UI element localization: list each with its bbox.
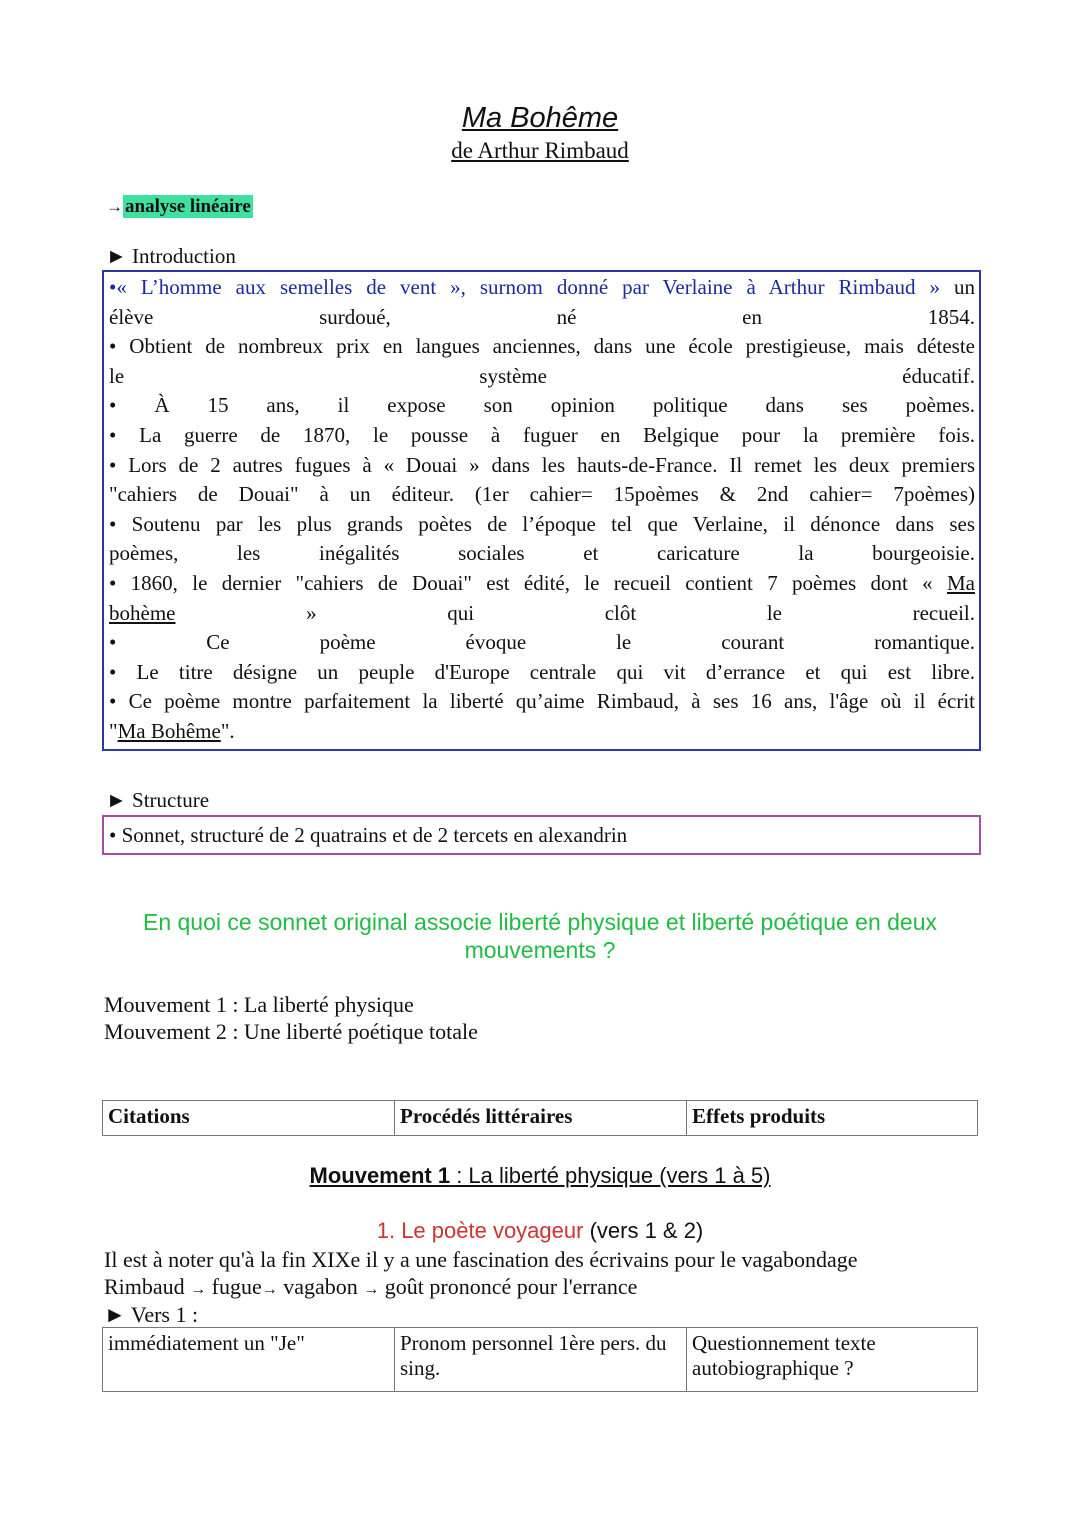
analyse-label xyxy=(106,196,253,218)
problematique-question: En quoi ce sonnet original associe liberté physique et liberté poétique en deux mouvements ? xyxy=(142,909,938,963)
document-title: Ma Bohême xyxy=(461,102,619,134)
arrow-right-icon: → xyxy=(106,197,123,216)
structure-text: • Sonnet, structuré de 2 quatrains et de 2 tercets en alexandrin xyxy=(109,823,628,847)
highlighted-label: analyse linéaire xyxy=(125,196,251,217)
row-citation: immédiatement un "Je" xyxy=(103,1328,395,1392)
structure-heading: ► Structure xyxy=(106,788,210,812)
structure-box xyxy=(102,815,981,855)
row-effet: Questionnement texte autobiographique ? xyxy=(687,1328,978,1392)
note-line-1: Il est à noter qu'à la fin XIXe il y a une fascination des écrivains pour le vagabondage xyxy=(104,1247,858,1272)
arrow-right-icon: → xyxy=(190,1281,207,1298)
analysis-table-header xyxy=(102,1100,978,1136)
intro-line: • Ce poème montre parfaitement la liberté qu’aime Rimbaud, à ses 16 ans, l'âge où il écrit xyxy=(109,689,975,714)
intro-line: •« L’homme aux semelles de vent », surnom donné par Verlaine à Arthur Rimbaud » un xyxy=(109,275,975,299)
introduction-box xyxy=(102,270,981,751)
intro-line: élève surdoué, né en 1854. xyxy=(109,304,975,329)
document-subtitle: de Arthur Rimbaud xyxy=(451,138,629,163)
intro-line: • La guerre de 1870, le pousse à fuguer en Belgique pour la première fois. xyxy=(109,422,975,447)
header-procedes: Procédés littéraires xyxy=(395,1101,687,1136)
header-citations: Citations xyxy=(103,1101,395,1136)
row-procede: Pronom personnel 1ère pers. du sing. xyxy=(395,1328,687,1392)
mouvement-1-title: Mouvement 1 : La liberté physique (vers 1 à 5) xyxy=(309,1163,771,1188)
note-line-2: Rimbaud → fugue→ vagabon → goût prononcé pour l'errance xyxy=(104,1274,638,1299)
subsection-1-title: 1. Le poète voyageur (vers 1 & 2) xyxy=(376,1218,704,1243)
intro-line: • Lors de 2 autres fugues à « Douai » dans les hauts-de-France. Il remet les deux premiers xyxy=(109,452,975,477)
intro-line: "cahiers de Douai" à un éditeur. (1er cahier= 15poèmes & 2nd cahier= 7poèmes) xyxy=(109,482,975,507)
intro-line: poèmes, les inégalités sociales et caricature la bourgeoisie. xyxy=(109,541,975,566)
mouvement-1-label: Mouvement 1 : La liberté physique xyxy=(104,992,414,1017)
arrow-right-icon: → xyxy=(363,1281,380,1298)
intro-line: "Ma Bohême". xyxy=(109,718,235,743)
intro-line: • Ce poème évoque le courant romantique. xyxy=(109,630,975,655)
analysis-table-row xyxy=(102,1327,978,1392)
intro-line: bohème » qui clôt le recueil. xyxy=(109,600,975,625)
mouvement-2-label: Mouvement 2 : Une liberté poétique totale xyxy=(104,1019,478,1044)
header-effets: Effets produits xyxy=(687,1101,978,1136)
introduction-heading: ► Introduction xyxy=(106,244,236,268)
intro-line: • À 15 ans, il expose son opinion politique dans ses poèmes. xyxy=(109,393,975,418)
intro-line: • 1860, le dernier "cahiers de Douai" est édité, le recueil contient 7 poèmes dont « Ma xyxy=(109,570,975,595)
arrow-right-icon: → xyxy=(261,1281,278,1298)
intro-line: • Obtient de nombreux prix en langues anciennes, dans une école prestigieuse, mais déteste xyxy=(109,334,975,359)
vers-1-heading: ► Vers 1 : xyxy=(104,1302,199,1327)
intro-line: • Soutenu par les plus grands poètes de l’époque tel que Verlaine, il dénonce dans ses xyxy=(109,511,975,536)
intro-line: le système éducatif. xyxy=(109,363,975,388)
intro-line: • Le titre désigne un peuple d'Europe centrale qui vit d’errance et qui est libre. xyxy=(109,659,975,684)
